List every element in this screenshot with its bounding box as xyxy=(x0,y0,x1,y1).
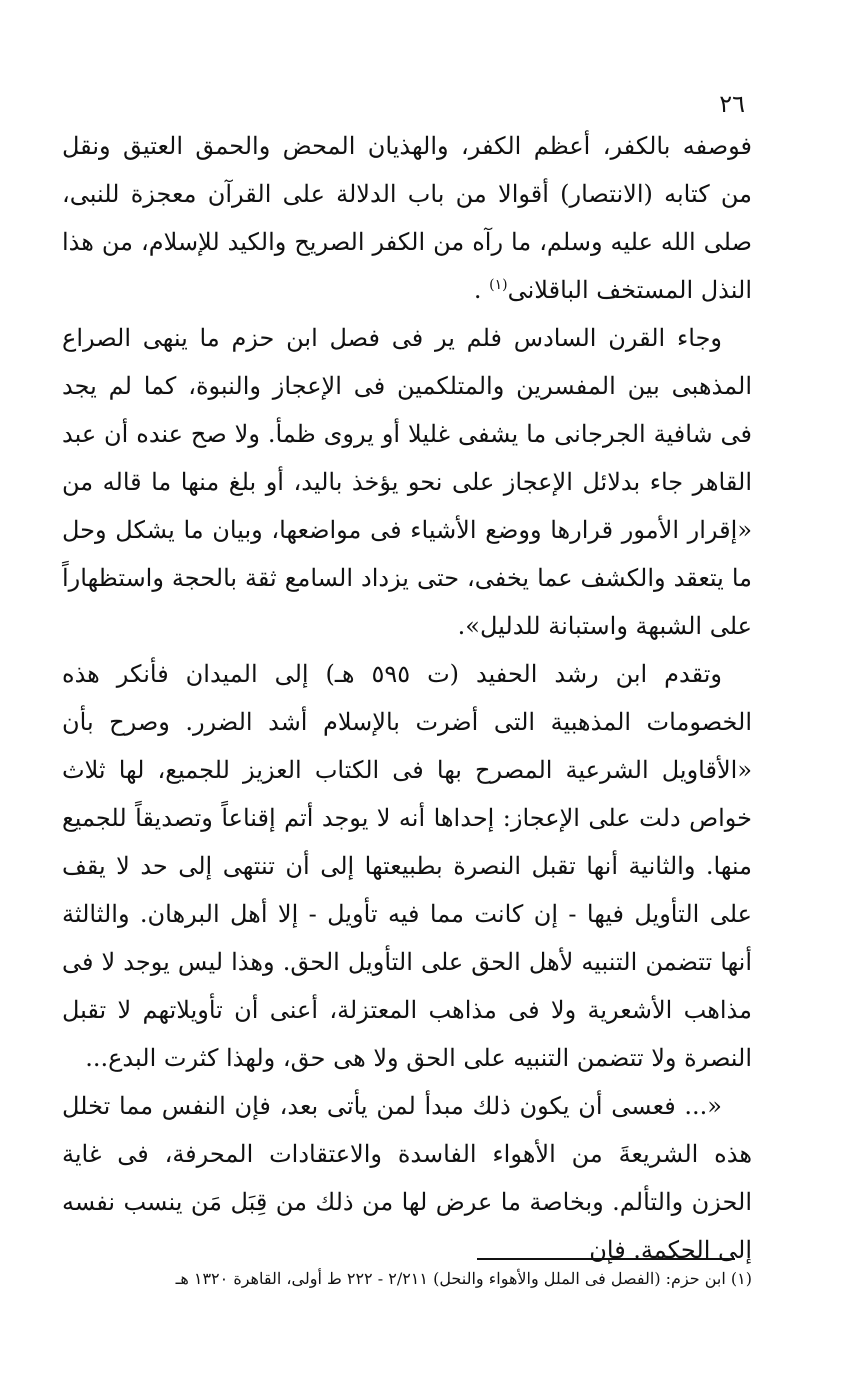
paragraph-3-text: وتقدم ابن رشد الحفيد (ت ٥٩٥ هـ) إلى الميدان فأنكر هذه الخصومات المذهبية التى أضرت بالإسلام أشد الضرر. وصرح بأن «الأقاويل الشرعية المصرح بها فى الكتاب العزيز للجميع، لها ثلاث خواص دلت على الإعجاز: إحداها أنه لا يوجد أتم إقناعاً وتصديقاً للجميع منها. والثانية أنها تقبل النصرة بطبيعتها إلى أن تنتهى إلى حد لا يقف على التأويل فيها - إن كانت مما فيه تأويل - إلا أهل البرهان. والثالثة أنها تتضمن التنبيه لأهل الحق على التأويل الحق. وهذا ليس يوجد لا فى مذاهب الأشعرية ولا فى مذاهب المعتزلة، أعنى أن تأويلاتهم لا تقبل النصرة ولا تتضمن التنبيه على الحق ولا هى حق، ولهذا كثرت البدع... xyxy=(62,660,753,1072)
paragraph-2-text: وجاء القرن السادس فلم ير فى فصل ابن حزم ما ينهى الصراع المذهبى بين المفسرين والمتلكمين فى الإعجاز والنبوة، كما لم يجد فى شافية الجرجانى ما يشفى غليلا أو يروى ظمأ. ولا صح عنده أن عبد القاهر جاء بدلائل الإعجاز على نحو يؤخذ باليد، أو بلغ منها ما قاله من «إقرار الأمور قرارها ووضع الأشياء فى مواضعها، وبيان ما يشكل وحل ما يتعقد والكشف عما يخفى، حتى يزداد السامع ثقة بالحجة واستظهاراً على الشبهة واستبانة للدليل». xyxy=(62,324,752,640)
paragraph-3 xyxy=(62,650,752,1082)
paragraph-1-text: فوصفه بالكفر، أعظم الكفر، والهذيان المحض والحمق العتيق ونقل من كتابه (الانتصار) أقوالا من باب الدلالة على القرآن معجزة للنبى، صلى الله عليه وسلم، ما رآه من الكفر الصريح والكيد للإسلام، من هذا النذل المستخف الباقلانى xyxy=(62,132,752,304)
footnote-reference: (١) xyxy=(489,277,508,293)
main-text xyxy=(62,122,752,1274)
footnote-divider xyxy=(477,1258,735,1260)
page-number: ٢٦ xyxy=(719,90,745,118)
paragraph-4-text: «... فعسى أن يكون ذلك مبدأ لمن يأتى بعد، فإن النفس مما تخلل هذه الشريعةَ من الأهواء الفاسدة والاعتقادات المحرفة، فى غاية الحزن والتألم. وبخاصة ما عرض لها من ذلك من قِبَل مَن ينسب نفسه إلى الحكمة. فإن xyxy=(62,1092,752,1264)
footnote: (١) ابن حزم: (الفصل فى الملل والأهواء والنحل) ٢/٢١١ - ٢٢٢ ط أولى، القاهرة ١٣٢٠ هـ xyxy=(175,1269,752,1288)
paragraph-1 xyxy=(62,122,752,314)
paragraph-1-tail: . xyxy=(473,276,490,304)
paragraph-4 xyxy=(62,1082,752,1274)
paragraph-2 xyxy=(62,314,752,650)
